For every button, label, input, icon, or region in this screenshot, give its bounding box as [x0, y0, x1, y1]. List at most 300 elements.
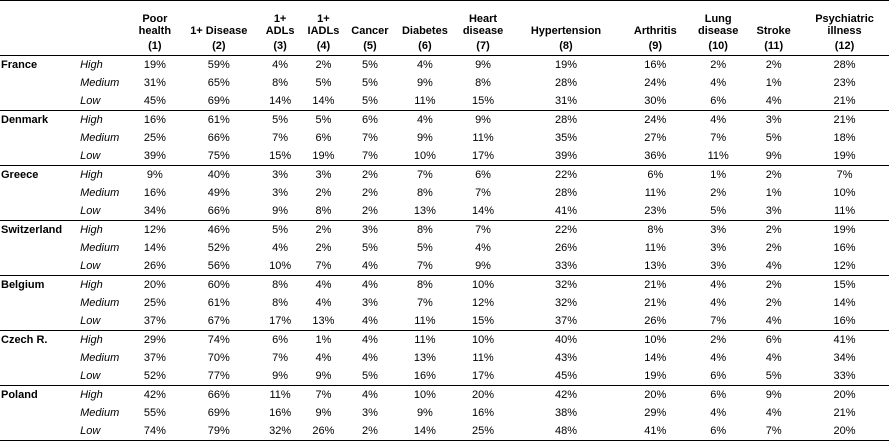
table-cell: 66% — [179, 386, 259, 405]
table-cell: 3% — [710, 242, 727, 254]
table-cell: 42% — [511, 386, 622, 405]
table-cell: 4% — [689, 276, 747, 295]
country-label — [0, 92, 76, 111]
column-number: (7) — [456, 37, 511, 56]
table-cell: 14% — [833, 297, 856, 309]
table-cell: 27% — [644, 132, 667, 144]
table-cell: 11% — [833, 205, 856, 217]
table-cell: 22% — [511, 221, 622, 240]
column-header — [394, 1, 455, 38]
table-cell: 6% — [710, 370, 727, 382]
table-cell: 21% — [644, 297, 667, 309]
table-cell: 3% — [272, 187, 289, 199]
table-cell: 8% — [394, 276, 455, 295]
column-header — [179, 1, 259, 38]
table-cell: 56% — [207, 260, 230, 272]
table-cell: 4% — [710, 407, 727, 419]
table-cell: 45% — [143, 95, 166, 107]
level-label: High — [76, 386, 131, 405]
table-cell: 6% — [346, 111, 395, 130]
country-label — [0, 367, 76, 386]
table-cell: 8% — [416, 187, 433, 199]
table-cell: 5% — [361, 59, 378, 71]
country-label — [0, 349, 76, 367]
table-cell: 30% — [644, 95, 667, 107]
level-label: Medium — [80, 407, 120, 419]
table-row — [0, 312, 889, 331]
column-header — [621, 1, 689, 38]
table-cell: 16% — [833, 242, 856, 254]
country-label — [0, 257, 76, 276]
column-number: (2) — [179, 37, 259, 56]
table-cell: 4% — [765, 315, 782, 327]
table-cell: 4% — [315, 297, 332, 309]
table-cell: 4% — [765, 95, 782, 107]
level-label: Medium — [80, 297, 120, 309]
table-cell: 37% — [143, 352, 166, 364]
table-cell: 42% — [131, 386, 179, 405]
table-cell: 40% — [511, 331, 622, 350]
column-number: (12) — [800, 37, 889, 56]
table-row — [0, 349, 889, 367]
table-cell: 20% — [621, 386, 689, 405]
level-label: Medium — [80, 242, 120, 254]
table-cell: 37% — [554, 315, 577, 327]
level-label: High — [76, 166, 131, 185]
column-header-label: 1+ Disease — [190, 25, 248, 37]
table-cell: 28% — [554, 77, 577, 89]
table-cell: 4% — [475, 242, 491, 254]
table-cell: 69% — [207, 95, 230, 107]
table-cell: 39% — [554, 150, 577, 162]
table-cell: 10% — [456, 276, 511, 295]
country-label: Belgium — [0, 276, 76, 295]
table-cell: 21% — [833, 407, 856, 419]
table-cell: 14% — [143, 242, 166, 254]
table-cell: 65% — [207, 77, 230, 89]
table-cell: 4% — [710, 77, 727, 89]
table-cell: 7% — [710, 132, 727, 144]
table-cell: 3% — [259, 166, 301, 185]
column-header-label: Hypertension — [530, 25, 602, 37]
table-row — [0, 166, 889, 185]
level-label: Low — [80, 95, 101, 107]
table-cell: 26% — [301, 422, 345, 441]
table-cell: 2% — [747, 166, 800, 185]
table-cell: 28% — [833, 59, 856, 71]
table-cell: 7% — [272, 132, 289, 144]
table-cell: 15% — [269, 150, 292, 162]
table-cell: 6% — [689, 386, 747, 405]
table-cell: 19% — [644, 370, 667, 382]
table-cell: 55% — [143, 407, 166, 419]
table-cell: 15% — [472, 95, 495, 107]
country-label — [0, 74, 76, 92]
column-header-label: Stroke — [756, 25, 791, 37]
table-cell: 32% — [511, 276, 622, 295]
column-header — [301, 1, 345, 38]
table-cell: 11% — [259, 386, 301, 405]
table-cell: 31% — [554, 95, 577, 107]
table-cell: 75% — [207, 150, 230, 162]
table-cell: 5% — [259, 221, 301, 240]
table-cell: 12% — [472, 297, 495, 309]
table-cell: 19% — [833, 150, 856, 162]
table-cell: 7% — [416, 260, 433, 272]
column-number: (6) — [394, 37, 455, 56]
table-cell: 16% — [472, 407, 495, 419]
table-cell: 77% — [207, 370, 230, 382]
table-cell: 4% — [710, 297, 727, 309]
table-cell: 28% — [511, 111, 622, 130]
table-cell: 34% — [833, 352, 856, 364]
table-row — [0, 367, 889, 386]
table-cell: 11% — [644, 242, 666, 254]
level-label: High — [76, 276, 131, 295]
table-cell: 4% — [301, 276, 345, 295]
table-cell: 21% — [800, 111, 889, 130]
table-cell: 20% — [800, 422, 889, 441]
table-cell: 5% — [765, 132, 782, 144]
table-cell: 5% — [710, 205, 727, 217]
table-cell: 7% — [301, 386, 345, 405]
table-cell: 9% — [315, 370, 332, 382]
table-cell: 45% — [554, 370, 577, 382]
table-cell: 4% — [765, 407, 782, 419]
table-cell: 10% — [394, 386, 455, 405]
table-cell: 13% — [413, 352, 436, 364]
table-cell: 6% — [747, 331, 800, 350]
column-header-label: Poor health — [138, 13, 172, 37]
table-cell: 19% — [554, 59, 577, 71]
table-cell: 3% — [361, 407, 378, 419]
table-cell: 2% — [361, 187, 378, 199]
level-label: High — [76, 221, 131, 240]
table-cell: 13% — [644, 260, 667, 272]
table-cell: 9% — [272, 205, 289, 217]
table-cell: 14% — [394, 422, 455, 441]
header-blank-level — [76, 37, 131, 56]
table-cell: 15% — [800, 276, 889, 295]
table-cell: 2% — [346, 422, 395, 441]
table-cell: 28% — [554, 187, 577, 199]
table-cell: 9% — [475, 59, 491, 71]
table-cell: 33% — [554, 260, 577, 272]
table-cell: 21% — [621, 276, 689, 295]
table-cell: 4% — [346, 331, 395, 350]
table-row — [0, 257, 889, 276]
table-cell: 5% — [361, 95, 378, 107]
table-cell: 5% — [259, 111, 301, 130]
table-cell: 16% — [644, 59, 667, 71]
table-cell: 8% — [272, 77, 289, 89]
table-row — [0, 56, 889, 75]
table-cell: 59% — [207, 59, 230, 71]
table-cell: 8% — [394, 221, 455, 240]
table-row — [0, 147, 889, 166]
table-row — [0, 184, 889, 202]
column-header — [511, 1, 622, 38]
table-cell: 6% — [259, 331, 301, 350]
table-cell: 5% — [361, 242, 378, 254]
country-label — [0, 184, 76, 202]
table-cell: 74% — [131, 422, 179, 441]
column-header-label: Heart disease — [462, 13, 504, 37]
table-cell: 11% — [414, 95, 436, 107]
table-cell: 4% — [346, 386, 395, 405]
table-cell: 5% — [361, 77, 378, 89]
table-cell: 12% — [131, 221, 179, 240]
table-cell: 17% — [472, 370, 495, 382]
column-header-label: Diabetes — [401, 25, 448, 37]
table-cell: 41% — [554, 205, 577, 217]
table-cell: 19% — [800, 221, 889, 240]
table-cell: 4% — [765, 260, 782, 272]
table-cell: 2% — [315, 59, 332, 71]
table-row — [0, 221, 889, 240]
table-cell: 1% — [765, 187, 782, 199]
table-cell: 1% — [765, 77, 782, 89]
table-cell: 20% — [131, 276, 179, 295]
table-cell: 34% — [143, 205, 166, 217]
table-cell: 20% — [456, 386, 511, 405]
table-row — [0, 422, 889, 441]
table-cell: 26% — [554, 242, 577, 254]
table-row — [0, 92, 889, 111]
table-cell: 3% — [689, 221, 747, 240]
table-cell: 9% — [747, 386, 800, 405]
table-cell: 21% — [833, 95, 856, 107]
level-label: Low — [80, 150, 101, 162]
header-numbers-row — [0, 37, 889, 56]
table-cell: 3% — [361, 297, 378, 309]
table-cell: 15% — [472, 315, 495, 327]
table-cell: 41% — [621, 422, 689, 441]
table-cell: 32% — [259, 422, 301, 441]
table-cell: 66% — [207, 132, 230, 144]
table-cell: 10% — [269, 260, 292, 272]
level-label: Medium — [80, 132, 120, 144]
table-cell: 5% — [416, 242, 433, 254]
table-cell: 33% — [833, 370, 856, 382]
table-cell: 13% — [413, 205, 436, 217]
table-cell: 2% — [765, 242, 782, 254]
table-cell: 14% — [644, 352, 667, 364]
table-cell: 12% — [833, 260, 856, 272]
table-cell: 11% — [472, 132, 494, 144]
column-number: (10) — [689, 37, 747, 56]
table-cell: 13% — [312, 315, 335, 327]
table-cell: 67% — [207, 315, 230, 327]
table-cell: 4% — [689, 111, 747, 130]
column-header — [131, 1, 179, 38]
table-cell: 10% — [621, 331, 689, 350]
table-cell: 2% — [315, 242, 332, 254]
table-cell: 4% — [361, 352, 378, 364]
table-cell: 7% — [361, 150, 378, 162]
table-cell: 9% — [416, 407, 433, 419]
table-cell: 14% — [269, 95, 292, 107]
table-cell: 16% — [269, 407, 292, 419]
table-cell: 4% — [272, 242, 289, 254]
table-cell: 49% — [207, 187, 230, 199]
column-number: (8) — [511, 37, 622, 56]
table-cell: 6% — [456, 166, 511, 185]
level-label: Medium — [80, 77, 120, 89]
table-cell: 14% — [472, 205, 495, 217]
table-cell: 4% — [765, 352, 782, 364]
table-cell: 2% — [765, 59, 782, 71]
table-row — [0, 111, 889, 130]
table-cell: 39% — [143, 150, 166, 162]
table-cell: 17% — [269, 315, 292, 327]
table-cell: 60% — [179, 276, 259, 295]
table-cell: 48% — [511, 422, 622, 441]
table-cell: 9% — [272, 370, 289, 382]
header-labels-row — [0, 1, 889, 38]
table-cell: 74% — [179, 331, 259, 350]
table-cell: 2% — [361, 205, 378, 217]
table-cell: 3% — [346, 221, 395, 240]
table-cell: 6% — [621, 166, 689, 185]
table-cell: 24% — [644, 77, 667, 89]
table-cell: 4% — [346, 276, 395, 295]
table-cell: 18% — [833, 132, 856, 144]
level-label: Low — [76, 422, 131, 441]
table-cell: 41% — [800, 331, 889, 350]
table-cell: 37% — [143, 315, 166, 327]
table-cell: 2% — [315, 187, 332, 199]
table-cell: 5% — [301, 111, 345, 130]
table-cell: 2% — [747, 276, 800, 295]
table-cell: 79% — [179, 422, 259, 441]
table-cell: 6% — [710, 95, 727, 107]
column-header — [747, 1, 800, 38]
country-label — [0, 422, 76, 441]
table-cell: 29% — [644, 407, 667, 419]
table-cell: 5% — [765, 370, 782, 382]
column-header — [346, 1, 395, 38]
table-row — [0, 331, 889, 350]
country-label: Greece — [0, 166, 76, 185]
country-label: Czech R. — [0, 331, 76, 350]
country-label — [0, 312, 76, 331]
column-header-label: Cancer — [351, 25, 389, 37]
country-label — [0, 239, 76, 257]
table-cell: 5% — [315, 77, 332, 89]
table-cell: 9% — [475, 260, 491, 272]
table-cell: 11% — [414, 315, 436, 327]
table-cell: 10% — [456, 331, 511, 350]
level-label: Low — [80, 205, 101, 217]
table-cell: 61% — [207, 297, 230, 309]
table-cell: 4% — [361, 260, 378, 272]
table-cell: 35% — [554, 132, 577, 144]
table-row — [0, 386, 889, 405]
table-cell: 17% — [472, 150, 495, 162]
table-row — [0, 202, 889, 221]
table-cell: 52% — [207, 242, 230, 254]
table-cell: 8% — [272, 297, 289, 309]
table-cell: 16% — [413, 370, 436, 382]
table-cell: 8% — [621, 221, 689, 240]
header-blank-level — [76, 1, 131, 38]
table-cell: 70% — [207, 352, 230, 364]
table-cell: 1% — [301, 331, 345, 350]
table-row — [0, 404, 889, 422]
table-cell: 3% — [765, 205, 782, 217]
table-cell: 23% — [644, 205, 667, 217]
table-cell: 61% — [179, 111, 259, 130]
table-cell: 29% — [131, 331, 179, 350]
table-cell: 2% — [710, 187, 727, 199]
table-cell: 11% — [394, 331, 455, 350]
table-cell: 11% — [644, 187, 666, 199]
table-cell: 19% — [143, 59, 166, 71]
column-header — [456, 1, 511, 38]
table-row — [0, 294, 889, 312]
table-cell: 10% — [833, 187, 856, 199]
table-cell: 7% — [315, 260, 332, 272]
column-number: (1) — [131, 37, 179, 56]
table-cell: 7% — [361, 132, 378, 144]
table-cell: 2% — [346, 166, 395, 185]
table-row — [0, 129, 889, 147]
table-cell: 22% — [511, 166, 622, 185]
table-cell: 7% — [747, 422, 800, 441]
column-header-label: 1+ IADLs — [307, 13, 340, 37]
table-cell: 4% — [416, 59, 433, 71]
table-cell: 9% — [416, 77, 433, 89]
table-cell: 14% — [312, 95, 335, 107]
table-cell: 19% — [312, 150, 335, 162]
table-cell: 3% — [301, 166, 345, 185]
table-cell: 9% — [416, 132, 433, 144]
column-header-label: Psychiatric illness — [815, 13, 874, 37]
table-cell: 4% — [394, 111, 455, 130]
table-cell: 6% — [315, 132, 332, 144]
table-cell: 7% — [456, 221, 511, 240]
table-cell: 4% — [315, 352, 332, 364]
table-cell: 25% — [143, 297, 166, 309]
table-cell: 24% — [621, 111, 689, 130]
level-label: Medium — [80, 187, 120, 199]
column-number: (5) — [346, 37, 395, 56]
column-number: (9) — [621, 37, 689, 56]
country-label — [0, 147, 76, 166]
table-cell: 4% — [710, 352, 727, 364]
table-cell: 1% — [689, 166, 747, 185]
level-label: Low — [80, 370, 101, 382]
header-blank-country — [0, 37, 76, 56]
column-header — [689, 1, 747, 38]
table-cell: 31% — [143, 77, 166, 89]
table-cell: 4% — [272, 59, 289, 71]
table-cell: 52% — [143, 370, 166, 382]
table-cell: 66% — [207, 205, 230, 217]
table-cell: 7% — [416, 297, 433, 309]
country-label: Poland — [0, 386, 76, 405]
table-row — [0, 276, 889, 295]
level-label: High — [80, 59, 103, 71]
table-cell: 23% — [833, 77, 856, 89]
table-cell: 8% — [315, 205, 332, 217]
table-cell: 2% — [747, 221, 800, 240]
table-cell: 38% — [554, 407, 577, 419]
column-header-label: Lung disease — [698, 13, 739, 37]
table-cell: 11% — [707, 150, 729, 162]
country-label: Denmark — [0, 111, 76, 130]
